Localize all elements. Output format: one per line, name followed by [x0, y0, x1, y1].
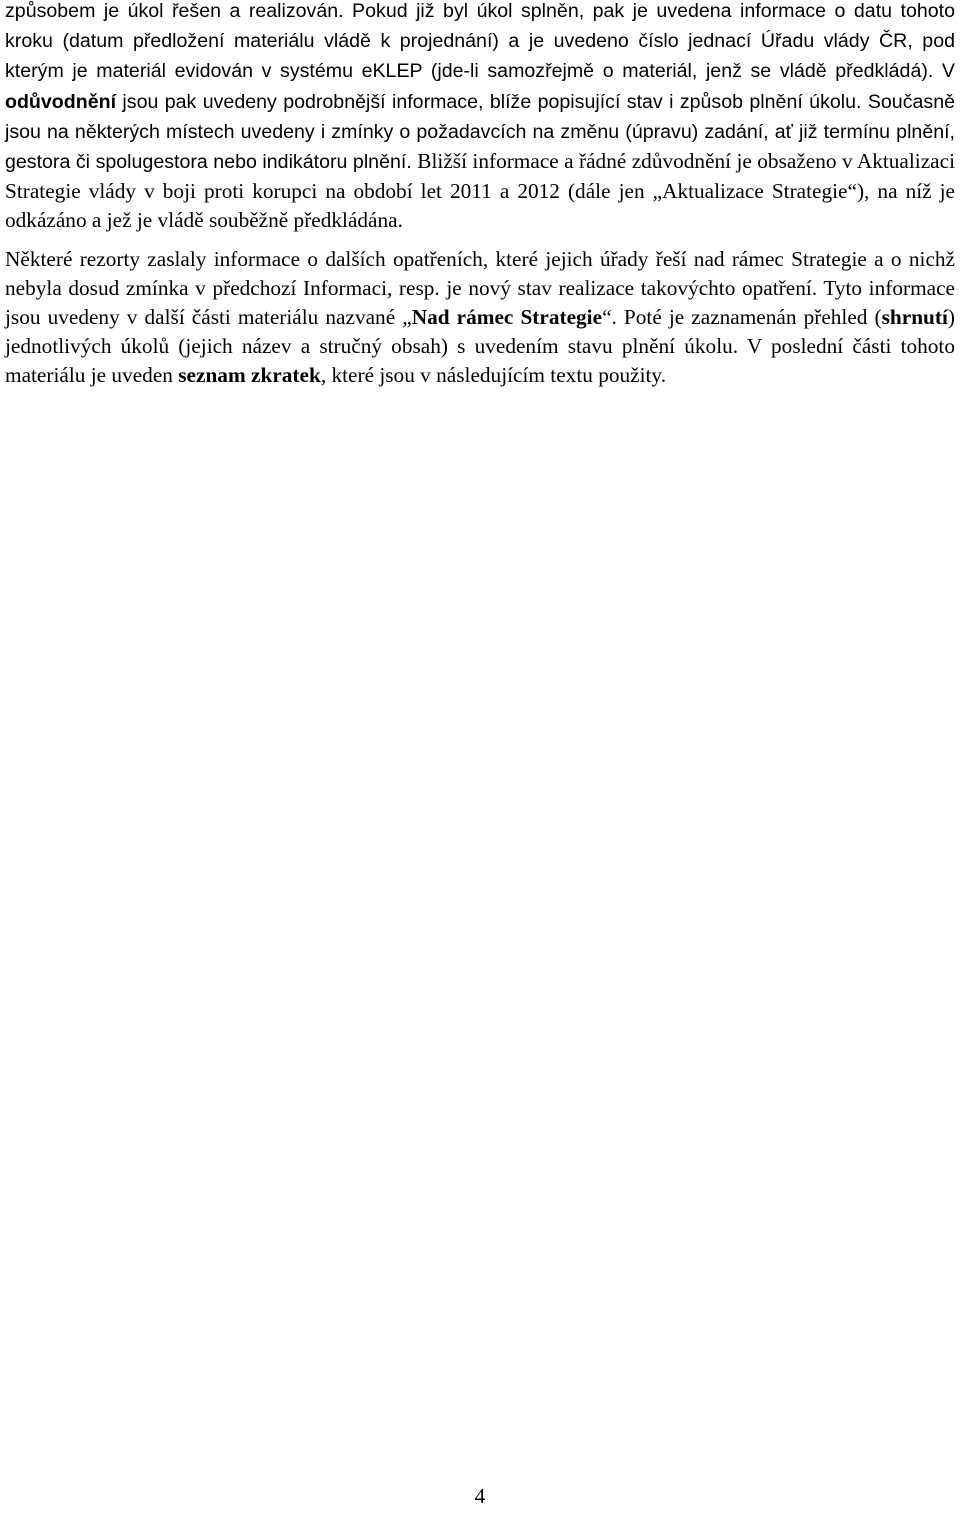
paragraph-2-text: Některé rezorty zaslaly informace o dalších opatřeních, které jejich úřady řeší nad rámec Strategie a o nichž nebyla dosud zmínka v předchozí Informaci, resp. je nový stav realizace takovýchto opatření. Tyto informace jsou uvedeny v další části materiálu nazvané „	[5, 246, 955, 330]
keyword-seznam-zkratek: seznam zkratek	[178, 363, 321, 388]
paragraph-1-text: způsobem je úkol řešen a realizován. Pokud již byl úkol splněn, pak je uvedena informace o datu tohoto kroku (datum předložení materiálu vládě k projednání) a je uvedeno číslo jednací Úřadu vlády ČR, pod kterým je materiál evidován v systému eKLEP (jde-li samozřejmě o materiál, jenž se vládě předkládá). V	[5, 0, 955, 83]
paragraph-1-text-serif: Bližší informace a řádné zdůvodnění je obsaženo v Aktualizaci Strategie vlády v boji proti korupci na období let 2011 a 2012 (dále jen „Aktualizace Strategie“), na níž je odkázáno a jež je vládě souběžně předkládána.	[5, 149, 955, 233]
paragraph-2	[5, 245, 955, 391]
document-body	[5, 0, 955, 391]
paragraph-2-text-end: , které jsou v následujícím textu použity.	[320, 363, 667, 388]
keyword-nad-ramec-strategie: Nad rámec Strategie	[411, 305, 603, 330]
paragraph-1	[5, 0, 955, 236]
keyword-shrnuti: shrnutí	[881, 305, 948, 330]
paragraph-2-text-continued-2: ) jednotlivých úkolů (jejich název a stručný obsah) s uvedením stavu plnění úkolu. V poslední části tohoto materiálu je uveden	[5, 305, 955, 388]
paragraph-1-text-continued: jsou pak uvedeny podrobnější informace, blíže popisující stav i způsob plnění úkolu. Současně jsou na některých místech uvedeny i zmínky o požadavcích na změnu (úpravu) zadání, ať již termínu plnění, gestora či spolugestora nebo indikátoru plnění.	[5, 90, 955, 174]
page-number: 4	[474, 1484, 486, 1508]
keyword-oduvodneni: odůvodnění	[5, 90, 117, 113]
paragraph-2-text-continued: “. Poté je zaznamenán přehled (	[602, 305, 882, 330]
